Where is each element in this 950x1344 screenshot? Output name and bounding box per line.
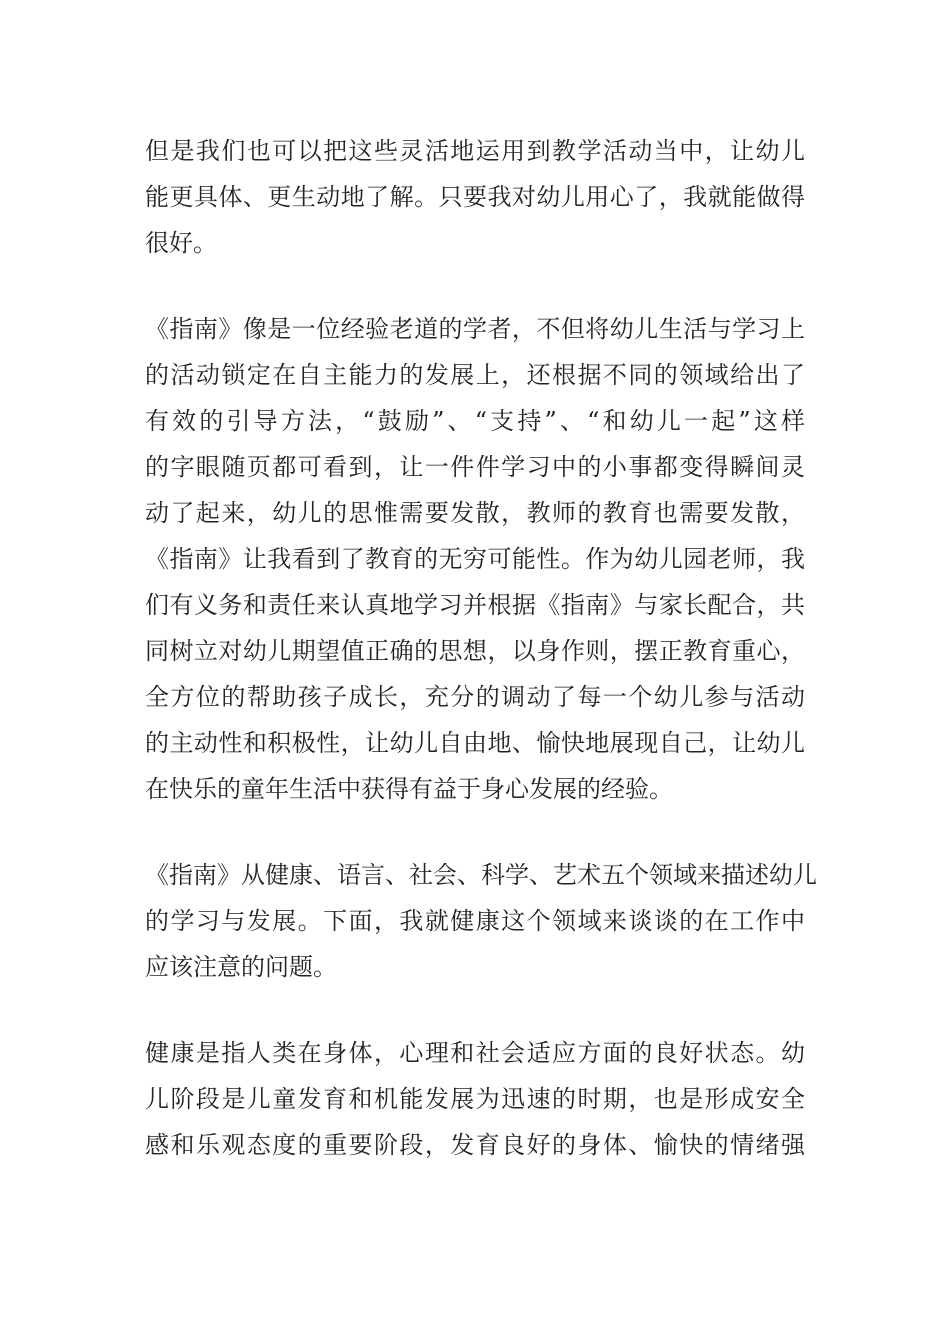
text-line: 应该注意的问题。 [145, 953, 337, 981]
text-line: 《指南》让我看到了教育的无穷可能性。作为幼儿园老师，我 [145, 545, 805, 573]
text-line: 在快乐的童年生活中获得有益于身心发展的经验。 [145, 775, 673, 803]
text-line: 的字眼随页都可看到，让一件件学习中的小事都变得瞬间灵 [145, 453, 805, 481]
text-line: 动了起来，幼儿的思惟需要发散，教师的教育也需要发散， [145, 499, 805, 527]
paragraph-2 [145, 306, 805, 812]
text-line: 《指南》像是一位经验老道的学者，不但将幼儿生活与学习上 [145, 315, 805, 343]
paragraph-4 [145, 1030, 805, 1168]
text-line: 很好。 [145, 229, 217, 257]
text-line: 儿阶段是儿童发育和机能发展为迅速的时期，也是形成安全 [145, 1085, 805, 1113]
text-line: 感和乐观态度的重要阶段，发育良好的身体、愉快的情绪强 [145, 1131, 805, 1159]
text-line: 健康是指人类在身体，心理和社会适应方面的良好状态。幼 [145, 1039, 805, 1067]
text-line: 们有义务和责任来认真地学习并根据《指南》与家长配合，共 [145, 591, 805, 619]
text-line: 《指南》从健康、语言、社会、科学、艺术五个领域来描述幼儿 [145, 861, 817, 889]
text-line: 同树立对幼儿期望值正确的思想，以身作则，摆正教育重心， [145, 637, 805, 665]
paragraph-1 [145, 128, 805, 266]
text-line: 但是我们也可以把这些灵活地运用到教学活动当中，让幼儿 [145, 137, 805, 165]
text-line: 能更具体、更生动地了解。只要我对幼儿用心了，我就能做得 [145, 183, 805, 211]
paragraph-3 [145, 852, 817, 990]
text-line: 全方位的帮助孩子成长，充分的调动了每一个幼儿参与活动 [145, 683, 805, 711]
text-line: 有效的引导方法，“鼓励”、“支持”、“和幼儿一起”这样 [145, 407, 805, 435]
text-line: 的活动锁定在自主能力的发展上，还根据不同的领域给出了 [145, 361, 805, 389]
document-body [145, 128, 817, 1208]
text-line: 的学习与发展。下面，我就健康这个领域来谈谈的在工作中 [145, 907, 805, 935]
text-line: 的主动性和积极性，让幼儿自由地、愉快地展现自己，让幼儿 [145, 729, 805, 757]
